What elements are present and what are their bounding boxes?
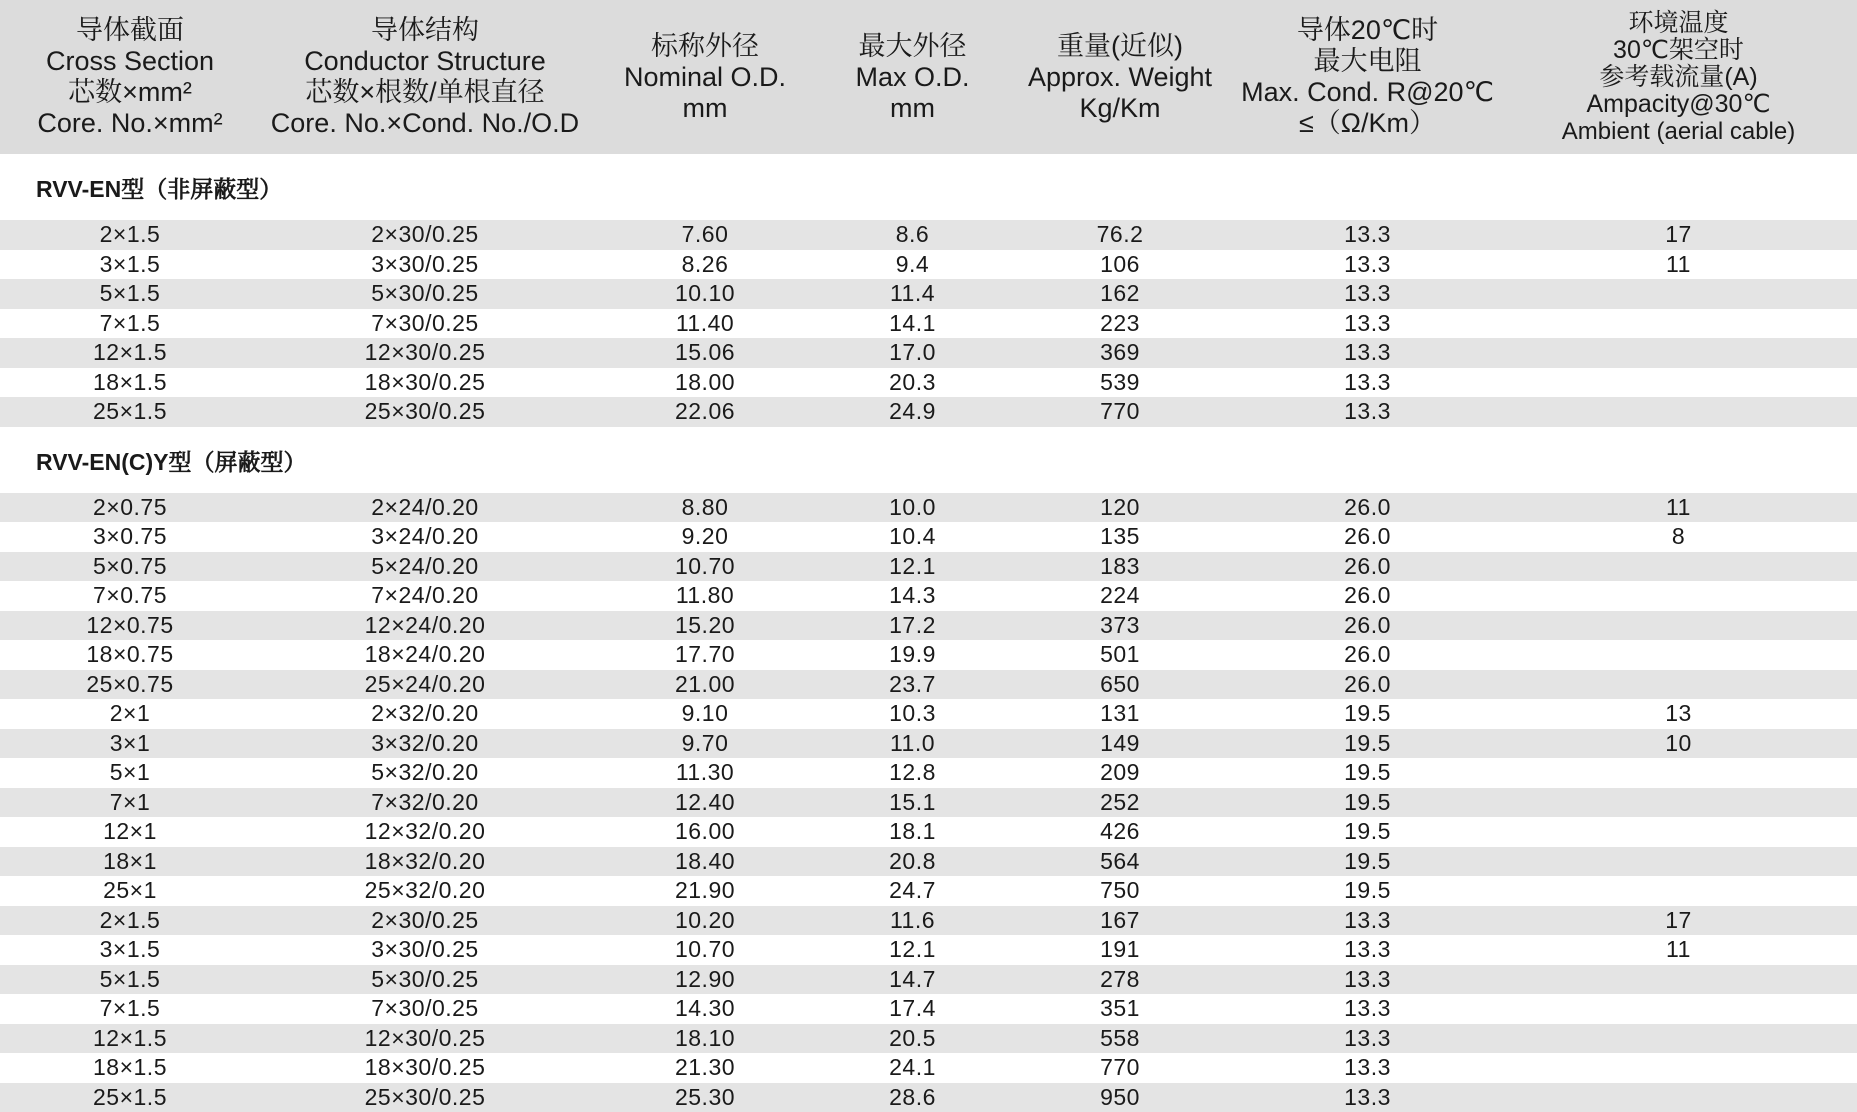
cell-max-resistance: 13.3 (1235, 310, 1500, 337)
table-row (0, 611, 1857, 641)
table-row (0, 220, 1857, 250)
cell-conductor-structure: 25×30/0.25 (260, 398, 590, 425)
cell-conductor-structure: 2×32/0.20 (260, 700, 590, 727)
cell-cross-section: 5×0.75 (0, 553, 260, 580)
cell-cross-section: 12×1 (0, 818, 260, 845)
header-line: ≤（Ω/Km） (1299, 108, 1436, 139)
section-gap (0, 212, 1857, 220)
cell-conductor-structure: 12×32/0.20 (260, 818, 590, 845)
cell-cross-section: 12×1.5 (0, 339, 260, 366)
cell-conductor-structure: 25×30/0.25 (260, 1084, 590, 1111)
cell-cross-section: 7×0.75 (0, 582, 260, 609)
cell-max-resistance: 26.0 (1235, 553, 1500, 580)
table-row (0, 397, 1857, 427)
header-line: 30℃架空时 (1613, 37, 1744, 64)
header-line: 最大外径 (859, 31, 967, 62)
cell-approx-weight: 426 (1005, 818, 1235, 845)
cell-nominal-od: 18.00 (590, 369, 820, 396)
cell-approx-weight: 252 (1005, 789, 1235, 816)
cell-nominal-od: 15.20 (590, 612, 820, 639)
cell-max-resistance: 26.0 (1235, 612, 1500, 639)
cell-max-resistance: 13.3 (1235, 221, 1500, 248)
table-row (0, 758, 1857, 788)
cell-max-resistance: 19.5 (1235, 700, 1500, 727)
header-line: Nominal O.D. (624, 62, 786, 93)
cell-cross-section: 5×1 (0, 759, 260, 786)
cell-ampacity: 17 (1500, 221, 1857, 248)
cell-cross-section: 7×1 (0, 789, 260, 816)
cell-max-od: 8.6 (820, 221, 1005, 248)
cell-nominal-od: 14.30 (590, 995, 820, 1022)
cell-max-od: 9.4 (820, 251, 1005, 278)
cell-max-resistance: 13.3 (1235, 339, 1500, 366)
cell-nominal-od: 21.30 (590, 1054, 820, 1081)
cell-approx-weight: 135 (1005, 523, 1235, 550)
header-line: 导体结构 (371, 15, 479, 46)
cell-conductor-structure: 7×32/0.20 (260, 789, 590, 816)
cell-cross-section: 2×1 (0, 700, 260, 727)
cell-conductor-structure: 25×24/0.20 (260, 671, 590, 698)
cell-nominal-od: 21.00 (590, 671, 820, 698)
cell-max-resistance: 13.3 (1235, 936, 1500, 963)
cell-conductor-structure: 3×32/0.20 (260, 730, 590, 757)
header-line: Core. No.×mm² (37, 108, 222, 139)
cell-max-od: 14.1 (820, 310, 1005, 337)
cell-approx-weight: 750 (1005, 877, 1235, 904)
cell-cross-section: 25×0.75 (0, 671, 260, 698)
cell-conductor-structure: 18×24/0.20 (260, 641, 590, 668)
cell-cross-section: 3×1.5 (0, 936, 260, 963)
cell-approx-weight: 183 (1005, 553, 1235, 580)
section-rows (0, 220, 1857, 427)
cell-cross-section: 12×0.75 (0, 612, 260, 639)
header-line: mm (683, 93, 728, 124)
table-row (0, 1083, 1857, 1112)
cell-max-resistance: 13.3 (1235, 995, 1500, 1022)
header-line: mm (890, 93, 935, 124)
cell-max-resistance: 26.0 (1235, 582, 1500, 609)
cell-conductor-structure: 12×30/0.25 (260, 1025, 590, 1052)
cell-ampacity: 11 (1500, 251, 1857, 278)
header-line: Max. Cond. R@20℃ (1241, 77, 1494, 108)
cell-conductor-structure: 7×30/0.25 (260, 995, 590, 1022)
table-row (0, 279, 1857, 309)
cell-ampacity: 11 (1500, 494, 1857, 521)
cell-max-resistance: 19.5 (1235, 848, 1500, 875)
cell-approx-weight: 167 (1005, 907, 1235, 934)
cell-approx-weight: 770 (1005, 1054, 1235, 1081)
cell-nominal-od: 11.30 (590, 759, 820, 786)
header-line: 重量(近似) (1057, 31, 1183, 62)
cell-nominal-od: 8.80 (590, 494, 820, 521)
cell-max-od: 17.4 (820, 995, 1005, 1022)
cell-conductor-structure: 7×24/0.20 (260, 582, 590, 609)
header-line: 导体20℃时 (1297, 15, 1438, 46)
cell-nominal-od: 11.40 (590, 310, 820, 337)
table-body (0, 154, 1857, 1112)
header-line: 芯数×根数/单根直径 (305, 77, 544, 108)
cell-nominal-od: 8.26 (590, 251, 820, 278)
cell-max-resistance: 26.0 (1235, 671, 1500, 698)
cell-conductor-structure: 5×24/0.20 (260, 553, 590, 580)
cell-max-resistance: 13.3 (1235, 966, 1500, 993)
cell-max-od: 10.0 (820, 494, 1005, 521)
cell-max-od: 24.1 (820, 1054, 1005, 1081)
cell-conductor-structure: 12×30/0.25 (260, 339, 590, 366)
table-row (0, 493, 1857, 523)
header-line: Max O.D. (855, 62, 969, 93)
cell-conductor-structure: 2×24/0.20 (260, 494, 590, 521)
header-line: Ampacity@30℃ (1586, 91, 1770, 118)
header-line: Approx. Weight (1028, 62, 1212, 93)
table-row (0, 876, 1857, 906)
cell-cross-section: 3×1.5 (0, 251, 260, 278)
cell-nominal-od: 18.40 (590, 848, 820, 875)
table-row (0, 1024, 1857, 1054)
cell-conductor-structure: 18×32/0.20 (260, 848, 590, 875)
table-row (0, 581, 1857, 611)
table-row (0, 699, 1857, 729)
cell-max-od: 10.4 (820, 523, 1005, 550)
table-row (0, 906, 1857, 936)
cell-conductor-structure: 3×24/0.20 (260, 523, 590, 550)
cell-nominal-od: 11.80 (590, 582, 820, 609)
cell-nominal-od: 21.90 (590, 877, 820, 904)
cell-nominal-od: 10.70 (590, 553, 820, 580)
cell-max-od: 11.4 (820, 280, 1005, 307)
header-nominal-od (590, 31, 820, 124)
cell-approx-weight: 558 (1005, 1025, 1235, 1052)
cell-nominal-od: 10.10 (590, 280, 820, 307)
cell-max-resistance: 13.3 (1235, 280, 1500, 307)
cell-max-resistance: 19.5 (1235, 730, 1500, 757)
header-max-resistance (1235, 15, 1500, 139)
cell-approx-weight: 131 (1005, 700, 1235, 727)
cell-approx-weight: 501 (1005, 641, 1235, 668)
header-line: 芯数×mm² (68, 77, 192, 108)
cell-max-od: 24.7 (820, 877, 1005, 904)
cell-max-od: 14.7 (820, 966, 1005, 993)
cell-max-od: 20.3 (820, 369, 1005, 396)
cell-conductor-structure: 5×32/0.20 (260, 759, 590, 786)
cell-conductor-structure: 5×30/0.25 (260, 280, 590, 307)
cell-nominal-od: 9.20 (590, 523, 820, 550)
cell-cross-section: 25×1 (0, 877, 260, 904)
cell-conductor-structure: 18×30/0.25 (260, 1054, 590, 1081)
cell-max-resistance: 13.3 (1235, 251, 1500, 278)
table-row (0, 1053, 1857, 1083)
header-line: 导体截面 (76, 15, 184, 46)
cell-approx-weight: 191 (1005, 936, 1235, 963)
header-line: 标称外径 (651, 31, 759, 62)
cell-nominal-od: 18.10 (590, 1025, 820, 1052)
cell-max-od: 10.3 (820, 700, 1005, 727)
cell-max-od: 17.2 (820, 612, 1005, 639)
cell-max-resistance: 19.5 (1235, 789, 1500, 816)
header-conductor-structure (260, 15, 590, 139)
header-line: 环境温度 (1628, 10, 1728, 37)
cell-max-od: 24.9 (820, 398, 1005, 425)
cell-max-od: 23.7 (820, 671, 1005, 698)
cell-max-od: 20.8 (820, 848, 1005, 875)
header-max-od (820, 31, 1005, 124)
cell-approx-weight: 351 (1005, 995, 1235, 1022)
cell-approx-weight: 209 (1005, 759, 1235, 786)
cell-cross-section: 12×1.5 (0, 1025, 260, 1052)
cell-approx-weight: 223 (1005, 310, 1235, 337)
section-gap (0, 485, 1857, 493)
table-row (0, 552, 1857, 582)
cell-cross-section: 18×1.5 (0, 1054, 260, 1081)
header-line: Conductor Structure (304, 46, 546, 77)
cell-cross-section: 25×1.5 (0, 398, 260, 425)
cell-nominal-od: 22.06 (590, 398, 820, 425)
cell-max-od: 12.1 (820, 553, 1005, 580)
cell-approx-weight: 650 (1005, 671, 1235, 698)
cell-nominal-od: 25.30 (590, 1084, 820, 1111)
cell-max-resistance: 13.3 (1235, 1084, 1500, 1111)
table-row (0, 670, 1857, 700)
cell-max-resistance: 26.0 (1235, 494, 1500, 521)
header-line: 参考载流量(A) (1599, 64, 1757, 91)
cell-approx-weight: 278 (1005, 966, 1235, 993)
cell-max-od: 12.1 (820, 936, 1005, 963)
table-row (0, 309, 1857, 339)
cell-cross-section: 7×1.5 (0, 310, 260, 337)
cell-ampacity: 17 (1500, 907, 1857, 934)
cell-ampacity: 13 (1500, 700, 1857, 727)
cell-nominal-od: 9.70 (590, 730, 820, 757)
table-row (0, 935, 1857, 965)
table-row (0, 847, 1857, 877)
table-row (0, 817, 1857, 847)
cell-cross-section: 2×0.75 (0, 494, 260, 521)
cell-approx-weight: 120 (1005, 494, 1235, 521)
header-line: 最大电阻 (1314, 46, 1422, 77)
cell-conductor-structure: 12×24/0.20 (260, 612, 590, 639)
cell-max-resistance: 19.5 (1235, 759, 1500, 786)
cell-ampacity: 8 (1500, 523, 1857, 550)
section-title: RVV-EN型（非屏蔽型） (0, 154, 1857, 212)
table-row (0, 640, 1857, 670)
table-row (0, 965, 1857, 995)
table-row (0, 338, 1857, 368)
table-header (0, 0, 1857, 154)
cell-max-od: 11.6 (820, 907, 1005, 934)
cell-conductor-structure: 3×30/0.25 (260, 251, 590, 278)
cell-cross-section: 18×1.5 (0, 369, 260, 396)
cell-cross-section: 3×0.75 (0, 523, 260, 550)
cell-max-od: 12.8 (820, 759, 1005, 786)
cell-max-od: 28.6 (820, 1084, 1005, 1111)
header-line: Ambient (aerial cable) (1562, 118, 1795, 145)
cell-max-resistance: 13.3 (1235, 1054, 1500, 1081)
cell-cross-section: 25×1.5 (0, 1084, 260, 1111)
table-row (0, 368, 1857, 398)
cell-conductor-structure: 7×30/0.25 (260, 310, 590, 337)
cell-cross-section: 5×1.5 (0, 280, 260, 307)
cell-nominal-od: 12.40 (590, 789, 820, 816)
table-row (0, 522, 1857, 552)
cell-approx-weight: 564 (1005, 848, 1235, 875)
cell-max-resistance: 13.3 (1235, 398, 1500, 425)
cell-conductor-structure: 2×30/0.25 (260, 907, 590, 934)
cell-max-od: 11.0 (820, 730, 1005, 757)
cell-max-resistance: 19.5 (1235, 818, 1500, 845)
cell-approx-weight: 149 (1005, 730, 1235, 757)
cell-conductor-structure: 18×30/0.25 (260, 369, 590, 396)
cell-cross-section: 3×1 (0, 730, 260, 757)
header-line: Cross Section (46, 46, 214, 77)
cell-max-resistance: 13.3 (1235, 1025, 1500, 1052)
cell-conductor-structure: 2×30/0.25 (260, 221, 590, 248)
cell-ampacity: 11 (1500, 936, 1857, 963)
header-line: Kg/Km (1079, 93, 1160, 124)
cell-conductor-structure: 25×32/0.20 (260, 877, 590, 904)
cell-approx-weight: 770 (1005, 398, 1235, 425)
cell-cross-section: 7×1.5 (0, 995, 260, 1022)
cell-approx-weight: 106 (1005, 251, 1235, 278)
cell-max-od: 14.3 (820, 582, 1005, 609)
cell-nominal-od: 7.60 (590, 221, 820, 248)
cell-max-resistance: 19.5 (1235, 877, 1500, 904)
header-line: Core. No.×Cond. No./O.D (271, 108, 579, 139)
cell-cross-section: 2×1.5 (0, 907, 260, 934)
section-rows (0, 493, 1857, 1112)
cell-approx-weight: 373 (1005, 612, 1235, 639)
cell-ampacity: 10 (1500, 730, 1857, 757)
cell-approx-weight: 162 (1005, 280, 1235, 307)
table-row (0, 788, 1857, 818)
cell-max-od: 17.0 (820, 339, 1005, 366)
table-row (0, 250, 1857, 280)
header-ampacity (1500, 10, 1857, 145)
cell-max-resistance: 26.0 (1235, 641, 1500, 668)
cell-max-od: 20.5 (820, 1025, 1005, 1052)
cell-max-resistance: 26.0 (1235, 523, 1500, 550)
cell-nominal-od: 10.20 (590, 907, 820, 934)
cell-approx-weight: 369 (1005, 339, 1235, 366)
cell-nominal-od: 17.70 (590, 641, 820, 668)
cell-max-resistance: 13.3 (1235, 907, 1500, 934)
cell-nominal-od: 15.06 (590, 339, 820, 366)
cell-approx-weight: 76.2 (1005, 221, 1235, 248)
section-title: RVV-EN(C)Y型（屏蔽型） (0, 427, 1857, 485)
cell-max-resistance: 13.3 (1235, 369, 1500, 396)
cell-approx-weight: 950 (1005, 1084, 1235, 1111)
table-row (0, 994, 1857, 1024)
cell-approx-weight: 539 (1005, 369, 1235, 396)
cell-nominal-od: 9.10 (590, 700, 820, 727)
cell-nominal-od: 16.00 (590, 818, 820, 845)
cell-cross-section: 5×1.5 (0, 966, 260, 993)
header-approx-weight (1005, 31, 1235, 124)
cell-max-od: 18.1 (820, 818, 1005, 845)
cell-cross-section: 18×0.75 (0, 641, 260, 668)
cell-cross-section: 18×1 (0, 848, 260, 875)
header-cross-section (0, 15, 260, 139)
cell-nominal-od: 12.90 (590, 966, 820, 993)
cell-conductor-structure: 3×30/0.25 (260, 936, 590, 963)
cell-conductor-structure: 5×30/0.25 (260, 966, 590, 993)
cell-nominal-od: 10.70 (590, 936, 820, 963)
cell-cross-section: 2×1.5 (0, 221, 260, 248)
cell-max-od: 15.1 (820, 789, 1005, 816)
cell-approx-weight: 224 (1005, 582, 1235, 609)
cell-max-od: 19.9 (820, 641, 1005, 668)
table-row (0, 729, 1857, 759)
